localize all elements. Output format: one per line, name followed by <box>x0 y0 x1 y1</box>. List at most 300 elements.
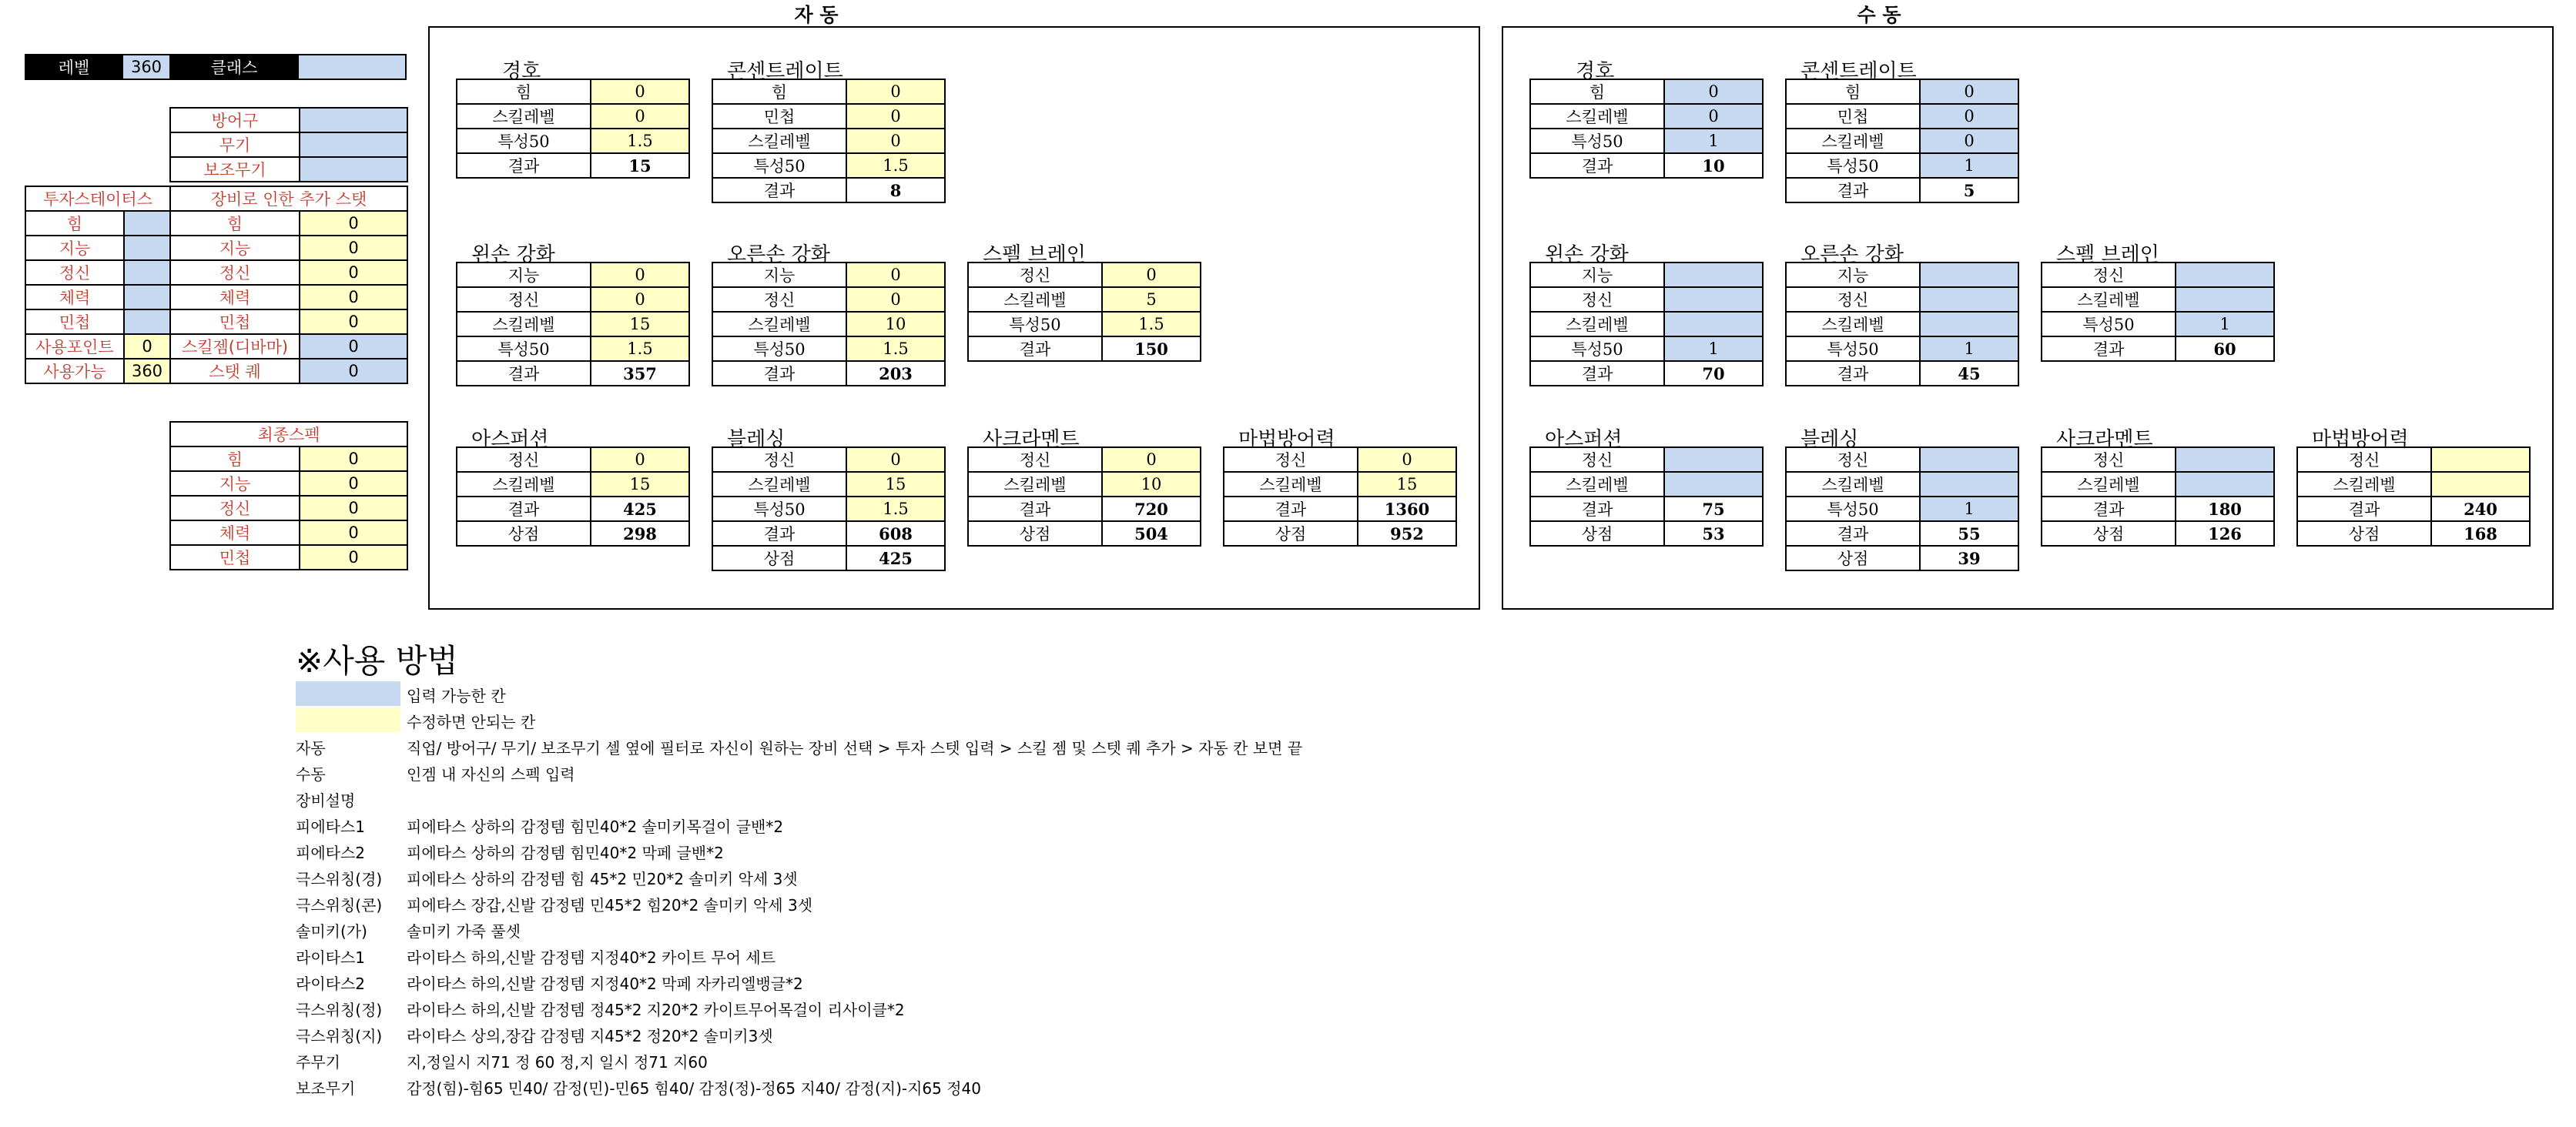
skill-row-value: 15 <box>591 312 689 336</box>
skill-row-value: 15 <box>846 472 945 497</box>
skill-row-label: 결과 <box>457 153 591 178</box>
manual-blessing-table <box>1785 446 2019 571</box>
skill-row-value: 55 <box>1920 521 2018 546</box>
skill-row-label: 지능 <box>1530 263 1664 287</box>
skill-row-value: 0 <box>846 129 945 153</box>
skill-row-value: 180 <box>2176 497 2274 521</box>
skill-row <box>968 287 1201 312</box>
skill-row-value[interactable] <box>1664 287 1763 312</box>
skill-row-label: 정신 <box>968 263 1102 287</box>
skill-row <box>712 178 945 202</box>
skill-row-value: 1.5 <box>846 336 945 361</box>
skill-row <box>712 447 945 472</box>
final-value: 0 <box>300 471 407 496</box>
skill-row <box>2042 521 2274 546</box>
skill-row-label: 결과 <box>1530 153 1664 178</box>
bonus-label: 스킬젬(디바마) <box>170 334 300 359</box>
skill-row-label: 스킬레벨 <box>1786 129 1920 153</box>
skill-row-value: 720 <box>1102 497 1201 521</box>
skill-row <box>1530 263 1763 287</box>
skill-row <box>1786 497 2018 521</box>
skill-row <box>1786 447 2018 472</box>
instruction-value: 라이타스 하의,신발 감정템 정45*2 지20*2 카이트무어목걸이 리사이클*2 <box>407 1001 905 1019</box>
instruction-key: 자동 <box>296 739 326 757</box>
skill-row <box>1530 104 1763 129</box>
skill-row-label: 스킬레벨 <box>2042 472 2176 497</box>
skill-row-label: 상점 <box>2042 521 2176 546</box>
skill-row-label: 정신 <box>712 287 846 312</box>
inv-value[interactable] <box>124 285 170 309</box>
auto-sacrament-title: 사크라멘트 <box>983 428 1080 451</box>
auto-blessing-table <box>712 446 946 571</box>
skill-row-label: 정신 <box>457 287 591 312</box>
inv-value[interactable] <box>124 309 170 334</box>
instruction-value: 직업/ 방어구/ 무기/ 보조무기 셀 옆에 필터로 자신이 원하는 장비 선택 > 투자 스텟 입력 > 스킬 젬 및 스텟 퀘 추가 > 자동 칸 보면 끝 <box>407 739 1303 757</box>
skill-row <box>457 312 689 336</box>
manual-heading: 수 동 <box>1857 4 1901 26</box>
skill-row-label: 정신 <box>968 447 1102 472</box>
skill-row-value[interactable]: 1 <box>1664 129 1763 153</box>
skill-row <box>712 472 945 497</box>
skill-row-label: 지능 <box>1786 263 1920 287</box>
skill-row-label: 스킬레벨 <box>1786 312 1920 336</box>
final-value: 0 <box>300 520 407 545</box>
skill-row-value: 10 <box>1664 153 1763 178</box>
skill-row <box>2042 497 2274 521</box>
skill-row-label: 힘 <box>457 79 591 104</box>
skill-row-label: 특성50 <box>457 129 591 153</box>
class-value[interactable] <box>299 54 407 80</box>
skill-row-label: 민첩 <box>1786 104 1920 129</box>
bonus-value[interactable]: 0 <box>300 359 407 383</box>
instruction-value: 지,정일시 지71 정 60 정,지 일시 정71 지60 <box>407 1053 708 1072</box>
skill-row <box>457 287 689 312</box>
skill-row-value: 0 <box>846 287 945 312</box>
instruction-key: 극스위칭(정) <box>296 1001 383 1019</box>
skill-row-value: 0 <box>591 79 689 104</box>
skill-row <box>1530 472 1763 497</box>
skill-row <box>1530 447 1763 472</box>
instruction-key: 보조무기 <box>296 1079 356 1098</box>
instruction-key: 피에타스1 <box>296 818 366 836</box>
skill-row <box>1530 287 1763 312</box>
skill-row <box>1786 79 2018 104</box>
legend-blue-text: 입력 가능한 칸 <box>407 687 506 705</box>
final-spec-table <box>169 421 408 570</box>
skill-row-value: 0 <box>591 447 689 472</box>
skill-row-value[interactable]: 1 <box>1920 336 2018 361</box>
skill-row-label: 정신 <box>2042 447 2176 472</box>
skill-row-value[interactable] <box>1664 263 1763 287</box>
skill-row <box>1786 361 2018 386</box>
stat-row <box>25 211 407 236</box>
skill-row <box>712 546 945 570</box>
stat-row <box>25 285 407 309</box>
skill-row <box>457 153 689 178</box>
skill-row <box>968 336 1201 361</box>
skill-row-label: 정신 <box>1224 447 1358 472</box>
instruction-value: 라이타스 하의,신발 감정템 지정40*2 카이트 무어 세트 <box>407 948 776 967</box>
skill-row-label: 결과 <box>968 336 1102 361</box>
skill-row-label: 정신 <box>712 447 846 472</box>
skill-row <box>968 312 1201 336</box>
bonus-label: 스탯 퀘 <box>170 359 300 383</box>
skill-row-value[interactable]: 0 <box>1664 104 1763 129</box>
instruction-key: 수동 <box>296 765 326 784</box>
skill-row <box>1786 287 2018 312</box>
skill-row-value[interactable] <box>2176 263 2274 287</box>
inv-value: 360 <box>124 359 170 383</box>
skill-row-value[interactable] <box>1920 472 2018 497</box>
skill-row <box>2042 287 2274 312</box>
skill-row <box>1530 312 1763 336</box>
level-value[interactable]: 360 <box>123 54 169 80</box>
skill-row-label: 특성50 <box>1786 336 1920 361</box>
skill-row <box>2042 312 2274 336</box>
skill-row-label: 특성50 <box>712 336 846 361</box>
skill-row-label: 스킬레벨 <box>1786 472 1920 497</box>
skill-row <box>457 79 689 104</box>
skill-row-value: 608 <box>846 521 945 546</box>
skill-row-label: 특성50 <box>712 497 846 521</box>
skill-row-label: 스킬레벨 <box>457 104 591 129</box>
skill-row-value[interactable] <box>1920 312 2018 336</box>
skill-row-value[interactable]: 0 <box>1920 79 2018 104</box>
inv-label: 사용포인트 <box>25 334 124 359</box>
skill-row-label: 스킬레벨 <box>1530 472 1664 497</box>
skill-row-label: 특성50 <box>1530 336 1664 361</box>
instruction-key: 라이타스2 <box>296 975 366 993</box>
bonus-value: 0 <box>300 285 407 309</box>
final-row <box>170 520 407 545</box>
skill-row-value: 0 <box>1102 263 1201 287</box>
equip-label: 보조무기 <box>170 157 300 182</box>
instruction-value: 라이타스 상의,장갑 감정템 지45*2 정20*2 솔미키3셋 <box>407 1027 773 1045</box>
skill-row <box>1786 104 2018 129</box>
skill-row <box>712 129 945 153</box>
investment-header: 투자스테이터스 <box>25 186 170 211</box>
skill-row-value <box>2431 447 2530 472</box>
bonus-value: 0 <box>300 236 407 260</box>
skill-row <box>2297 472 2530 497</box>
final-row <box>170 545 407 570</box>
final-spec-header: 최종스펙 <box>170 422 407 446</box>
equip-value[interactable] <box>300 108 407 132</box>
skill-row-label: 상점 <box>1530 521 1664 546</box>
skill-row-label: 민첩 <box>712 104 846 129</box>
skill-row-label: 결과 <box>1530 497 1664 521</box>
skill-row-label: 특성50 <box>1786 153 1920 178</box>
skill-row-value[interactable] <box>1664 312 1763 336</box>
skill-row-value[interactable] <box>2176 287 2274 312</box>
auto-concentrate-title: 콘센트레이트 <box>727 60 843 83</box>
skill-row <box>1786 178 2018 202</box>
skill-row-value[interactable] <box>1664 447 1763 472</box>
instruction-key: 주무기 <box>296 1053 340 1072</box>
manual-blessing-title: 블레싱 <box>1801 428 1859 451</box>
skill-row-value: 45 <box>1920 361 2018 386</box>
skill-row-label: 결과 <box>1530 361 1664 386</box>
skill-row-label: 특성50 <box>1530 129 1664 153</box>
stat-row <box>25 334 407 359</box>
skill-row-label: 정신 <box>457 447 591 472</box>
manual-concentrate-table <box>1785 79 2019 203</box>
auto-spellbrain-title: 스펠 브레인 <box>983 243 1086 266</box>
auto-right_enh-title: 오른손 강화 <box>727 243 830 266</box>
skill-row-value: 203 <box>846 361 945 386</box>
manual-right_enh-title: 오른손 강화 <box>1801 243 1904 266</box>
instruction-value: 인겜 내 자신의 스펙 입력 <box>407 765 575 784</box>
inv-value: 0 <box>124 334 170 359</box>
skill-row-value[interactable]: 1 <box>1920 153 2018 178</box>
auto-heading: 자 동 <box>794 4 839 26</box>
skill-row <box>457 129 689 153</box>
skill-row-value[interactable] <box>1920 263 2018 287</box>
equip-value[interactable] <box>300 157 407 182</box>
skill-row-label: 지능 <box>457 263 591 287</box>
skill-row <box>1786 521 2018 546</box>
manual-sacrament-table <box>2041 446 2275 547</box>
inv-value[interactable] <box>124 260 170 285</box>
final-value: 0 <box>300 496 407 520</box>
skill-row-value: 5 <box>1920 178 2018 202</box>
skill-row-value: 0 <box>1358 447 1456 472</box>
skill-row-value: 126 <box>2176 521 2274 546</box>
skill-row-label: 정신 <box>2297 447 2431 472</box>
legend-yellow-swatch <box>296 707 400 732</box>
auto-guard-table <box>456 79 690 179</box>
skill-row-value[interactable]: 0 <box>1920 129 2018 153</box>
skill-row-value: 5 <box>1102 287 1201 312</box>
skill-row <box>2042 447 2274 472</box>
skill-row <box>968 263 1201 287</box>
instruction-value: 감정(힘)-힘65 민40/ 감정(민)-민65 힘40/ 감정(정)-정65 지40/ 감정(지)-지65 정40 <box>407 1079 981 1098</box>
manual-spellbrain-title: 스펠 브레인 <box>2056 243 2159 266</box>
bonus-value: 0 <box>300 309 407 334</box>
instruction-value: 솔미키 가죽 풀셋 <box>407 922 521 941</box>
auto-sacrament-table <box>967 446 1201 547</box>
stat-row <box>25 309 407 334</box>
skill-row <box>2042 336 2274 361</box>
skill-row-label: 특성50 <box>457 336 591 361</box>
skill-row-label: 상점 <box>457 521 591 546</box>
skill-row-value[interactable] <box>1664 472 1763 497</box>
skill-row <box>2297 447 2530 472</box>
inv-value[interactable] <box>124 211 170 236</box>
manual-spellbrain-table <box>2041 262 2275 362</box>
skill-row-value[interactable] <box>2176 447 2274 472</box>
skill-row-value: 15 <box>591 153 689 178</box>
skill-row <box>1530 521 1763 546</box>
skill-row-value: 150 <box>1102 336 1201 361</box>
skill-row-label: 스킬레벨 <box>1530 312 1664 336</box>
skill-row-label: 상점 <box>2297 521 2431 546</box>
equip-value[interactable] <box>300 132 407 157</box>
skill-row-label: 결과 <box>2042 497 2176 521</box>
auto-left_enh-table <box>456 262 690 386</box>
skill-row-label: 결과 <box>2042 336 2176 361</box>
skill-row-label: 결과 <box>712 178 846 202</box>
bonus-value: 0 <box>300 211 407 236</box>
skill-row <box>968 447 1201 472</box>
final-value: 0 <box>300 545 407 570</box>
inv-label: 힘 <box>25 211 124 236</box>
skill-row <box>968 521 1201 546</box>
skill-row-label: 결과 <box>457 497 591 521</box>
skill-row <box>2042 472 2274 497</box>
inv-label: 정신 <box>25 260 124 285</box>
manual-absorption-title: 아스퍼션 <box>1545 428 1623 451</box>
skill-row <box>457 497 689 521</box>
skill-row-value[interactable] <box>1920 287 2018 312</box>
equipment-table <box>169 107 408 182</box>
inv-label: 민첩 <box>25 309 124 334</box>
skill-row-value: 0 <box>846 104 945 129</box>
instruction-key: 장비설명 <box>296 791 356 810</box>
skill-row-label: 스킬레벨 <box>712 129 846 153</box>
skill-row-label: 결과 <box>1224 497 1358 521</box>
skill-row-label: 상점 <box>968 521 1102 546</box>
skill-row-label: 스킬레벨 <box>968 287 1102 312</box>
auto-absorption-table <box>456 446 690 547</box>
auto-right_enh-table <box>712 262 946 386</box>
manual-magicdef-title: 마법방어력 <box>2312 428 2409 451</box>
skill-row-value[interactable]: 1 <box>1664 336 1763 361</box>
skill-row-label: 특성50 <box>712 153 846 178</box>
instruction-key: 극스위칭(콘) <box>296 896 383 915</box>
skill-row <box>1786 312 2018 336</box>
skill-row <box>2297 521 2530 546</box>
instruction-key: 라이타스1 <box>296 948 366 967</box>
skill-row <box>1224 521 1456 546</box>
instruction-value: 피에타스 상하의 감정템 힘민40*2 솔미키목걸이 글밴*2 <box>407 818 784 836</box>
skill-row-value: 70 <box>1664 361 1763 386</box>
final-row <box>170 446 407 471</box>
skill-row-value: 0 <box>846 79 945 104</box>
auto-spellbrain-table <box>967 262 1201 362</box>
equip-row-armor <box>170 108 407 132</box>
auto-left_enh-title: 왼손 강화 <box>471 243 555 266</box>
skill-row-value: 0 <box>846 447 945 472</box>
auto-magicdef-title: 마법방어력 <box>1238 428 1335 451</box>
skill-row <box>712 263 945 287</box>
skill-row-value: 504 <box>1102 521 1201 546</box>
skill-row-value[interactable]: 0 <box>1920 104 2018 129</box>
skill-row <box>1530 336 1763 361</box>
skill-row-value: 357 <box>591 361 689 386</box>
skill-row-label: 결과 <box>2297 497 2431 521</box>
skill-row-value: 0 <box>846 263 945 287</box>
skill-row-label: 정신 <box>1530 287 1664 312</box>
skill-row-value: 1360 <box>1358 497 1456 521</box>
skill-row-label: 결과 <box>1786 521 1920 546</box>
skill-row <box>712 361 945 386</box>
skill-row <box>712 521 945 546</box>
skill-row <box>2297 497 2530 521</box>
skill-row <box>712 497 945 521</box>
skill-row <box>457 104 689 129</box>
skill-row-value: 10 <box>1102 472 1201 497</box>
final-label: 민첩 <box>170 545 300 570</box>
auto-blessing-title: 블레싱 <box>727 428 786 451</box>
skill-row-value: 15 <box>591 472 689 497</box>
skill-row-value: 10 <box>846 312 945 336</box>
skill-row-label: 스킬레벨 <box>712 312 846 336</box>
skill-row-label: 특성50 <box>2042 312 2176 336</box>
skill-row-value: 39 <box>1920 546 2018 570</box>
skill-row-value: 425 <box>591 497 689 521</box>
skill-row-value[interactable] <box>1920 447 2018 472</box>
skill-row-value[interactable]: 1 <box>2176 312 2274 336</box>
skill-row-value: 425 <box>846 546 945 570</box>
skill-row-label: 지능 <box>712 263 846 287</box>
skill-row-label: 스킬레벨 <box>1530 104 1664 129</box>
legend-blue-swatch <box>296 681 400 706</box>
auto-guard-title: 경호 <box>502 60 541 83</box>
skill-row-label: 결과 <box>1786 178 1920 202</box>
auto-absorption-title: 아스퍼션 <box>471 428 549 451</box>
bonus-header: 장비로 인한 추가 스탯 <box>170 186 407 211</box>
skill-row-value[interactable]: 0 <box>1664 79 1763 104</box>
manual-left_enh-table <box>1529 262 1764 386</box>
skill-row-label: 결과 <box>968 497 1102 521</box>
skill-row-value: 1.5 <box>1102 312 1201 336</box>
skill-row-value[interactable] <box>2176 472 2274 497</box>
skill-row-value: 168 <box>2431 521 2530 546</box>
inv-value[interactable] <box>124 236 170 260</box>
manual-absorption-table <box>1529 446 1764 547</box>
final-label: 지능 <box>170 471 300 496</box>
bonus-label: 민첩 <box>170 309 300 334</box>
skill-row-label: 정신 <box>2042 263 2176 287</box>
skill-row-label: 스킬레벨 <box>457 312 591 336</box>
skill-row <box>457 447 689 472</box>
stat-header-row <box>25 186 407 211</box>
legend-yellow-text: 수정하면 안되는 칸 <box>407 713 536 731</box>
skill-row-value: 240 <box>2431 497 2530 521</box>
skill-row <box>712 336 945 361</box>
skill-row <box>712 153 945 178</box>
auto-magicdef-table <box>1223 446 1457 547</box>
final-label: 힘 <box>170 446 300 471</box>
skill-row-value: 0 <box>591 263 689 287</box>
bonus-label: 체력 <box>170 285 300 309</box>
instruction-value: 라이타스 하의,신발 감정템 지정40*2 막페 자카리엘뱅글*2 <box>407 975 803 993</box>
manual-guard-title: 경호 <box>1576 60 1615 83</box>
skill-row-label: 정신 <box>1530 447 1664 472</box>
skill-row-label: 스킬레벨 <box>2297 472 2431 497</box>
stat-row <box>25 236 407 260</box>
bonus-value[interactable]: 0 <box>300 334 407 359</box>
skill-row <box>968 472 1201 497</box>
instruction-key: 피에타스2 <box>296 844 366 862</box>
skill-row <box>1530 361 1763 386</box>
skill-row-value: 1.5 <box>591 336 689 361</box>
equip-label: 무기 <box>170 132 300 157</box>
skill-row-value[interactable]: 1 <box>1920 497 2018 521</box>
instruction-key: 극스위칭(지) <box>296 1027 383 1045</box>
skill-row-label: 스킬레벨 <box>712 472 846 497</box>
instructions-title: ※사용 방법 <box>296 642 458 680</box>
skill-row-label: 상점 <box>1224 521 1358 546</box>
instruction-value: 피에타스 상하의 감정템 힘 45*2 민20*2 솔미키 악세 3셋 <box>407 870 798 888</box>
skill-row-label: 상점 <box>1786 546 1920 570</box>
manual-right_enh-table <box>1785 262 2019 386</box>
class-label: 클래스 <box>169 54 299 80</box>
manual-magicdef-table <box>2296 446 2531 547</box>
skill-row-value: 1.5 <box>591 129 689 153</box>
skill-row-label: 결과 <box>457 361 591 386</box>
